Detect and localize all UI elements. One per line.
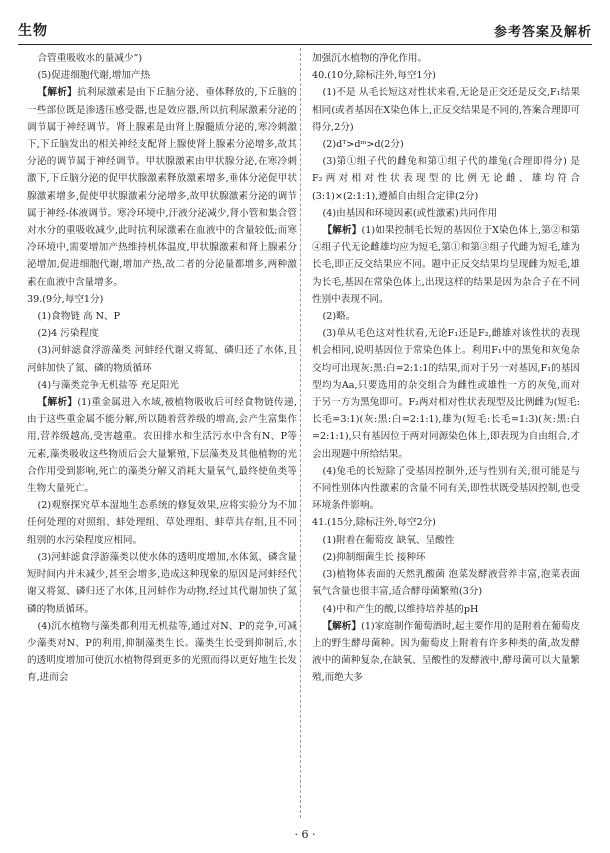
paragraph-text: 合管重吸收水的量减少”) xyxy=(37,53,143,64)
header-rule xyxy=(18,44,592,45)
paragraph-text: (5)促进细胞代谢,增加产热 xyxy=(37,70,151,82)
paragraph-text: (2)4 污染程度 xyxy=(37,328,99,340)
paragraph-text: (2)dᵀ>dᵐ>d(2分) xyxy=(322,139,404,151)
analysis-tag: 【解析】 xyxy=(37,397,78,409)
right-paragraph xyxy=(312,222,580,308)
paragraph-text: (2)略。 xyxy=(322,311,356,323)
right-paragraph xyxy=(312,549,580,566)
paragraph-text: (4)沉水植物与藻类都利用无机盐等,通过对N、P的竞争,可减少藻类对N、P的利用,抑制藻类生长。藻类生长受到抑制后,水的透明度增加可使沉水植物得到更多的光照而得以更好地生长发育,进而会 xyxy=(27,620,297,684)
left-paragraph xyxy=(27,549,297,618)
left-paragraph xyxy=(27,618,297,687)
right-column xyxy=(312,50,580,687)
paragraph-text: (4)中和产生的酸,以维持培养基的pH xyxy=(322,603,479,615)
paragraph-text: 39.(9分,每空1分) xyxy=(27,293,104,305)
paragraph-text: 40.(10分,除标注外,每空1分) xyxy=(312,70,436,82)
left-paragraph xyxy=(27,308,297,325)
paragraph-text: (1)不是 从毛长短这对性状来看,无论是正交还是反交,F₁结果相同(或者基因在X染色体上,正反交结果是不同的,答案合理即可得分,2分) xyxy=(312,87,580,133)
right-paragraph xyxy=(312,532,580,549)
paragraph-text: (1)家庭制作葡萄酒时,起主要作用的是附着在葡萄皮上的野生酵母菌种。因为葡萄皮上附着有许多种类的菌,故发酵液中的菌种复杂,在缺氧、呈酸性的发酵液中,酵母菌可以大量繁殖,而绝大多 xyxy=(312,620,581,684)
left-paragraph xyxy=(27,377,297,394)
paragraph-text: (2)观察探究草本湿地生态系统的修复效果,应将实验分为不加任何处理的对照组、蚌处理组、草处理组、蚌草共存组,且不同组别的水污染程度应相同。 xyxy=(27,500,297,546)
right-paragraph xyxy=(312,601,580,618)
page-header xyxy=(18,14,592,40)
subject-title: 生物 xyxy=(18,23,48,39)
right-paragraph xyxy=(312,67,580,84)
left-paragraph xyxy=(27,84,297,290)
left-paragraph xyxy=(27,394,297,497)
left-paragraph xyxy=(27,497,297,549)
right-paragraph xyxy=(312,84,580,136)
right-paragraph xyxy=(312,566,580,600)
paragraph-text: (1)附着在葡萄皮 缺氧、呈酸性 xyxy=(322,534,455,546)
analysis-tag: 【解析】 xyxy=(322,620,362,632)
page-number: · 6 · xyxy=(294,828,316,841)
paragraph-text: 41.(15分,除标注外,每空2分) xyxy=(312,517,436,529)
section-title: 参考答案及解析 xyxy=(493,25,592,40)
paragraph-text: (3)单从毛色这对性状看,无论F₁还是F₂,雌雄对该性状的表现机会相同,说明基因位于常染色体上。利用F₁中的黑兔和灰兔杂交均可出现灰:黑:白=2:1:1的结果,而对于另一对基因,F₁的基因型均为Aa,只要选用的杂交组合为雌性或雄性一方的灰兔,而对于另一方为黑兔即可。F₂两对相对性状表现型及比例雌为(短毛:长毛=3:1)(灰:黑:白=2:1:1),雄为(短毛:长毛=1:3)(灰:黑:白=2:1:1),只有基因位于两对同源染色体上,即表现为自由组合,才会出现题中所给结果。 xyxy=(312,328,580,460)
paragraph-text: 加强沉水植物的净化作用。 xyxy=(312,53,428,64)
left-paragraph xyxy=(27,325,297,342)
column-divider xyxy=(300,48,301,818)
paragraph-text: (4)兔毛的长短除了受基因控制外,还与性别有关,很可能是与不同性别体内性激素的含量不同有关,即性状既受基因控制,也受环境条件影响。 xyxy=(312,465,580,512)
right-paragraph xyxy=(312,463,580,515)
paragraph-text: (1)食物链 高 N、P xyxy=(37,311,121,323)
right-paragraph xyxy=(312,325,580,463)
analysis-tag: 【解析】 xyxy=(37,87,77,99)
paragraph-text: (3)河蚌滤食浮游藻类 河蚌经代谢又将氮、磷归还了水体,且河蚌加快了氮、磷的物质循环 xyxy=(27,345,297,374)
paragraph-text: (4)与藻类竞争无机盐等 充足阳光 xyxy=(37,379,179,391)
paragraph-text: (1)重金属进入水域,被植物吸收后可经食物链传递,由于这些重金属不能分解,所以随着营养级的增高,会产生富集作用,营养级越高,受害越重。农田排水和生活污水中含有N、P等元素,藻类吸收这些物质后会大量繁殖,下层藻类及其他植物的光合作用受到影响,死亡的藻类分解又消耗大量氧气,最终使鱼类等生物大量死亡。 xyxy=(27,397,297,495)
paragraph-text: (2)抑制细菌生长 接种环 xyxy=(322,551,426,563)
paragraph-text: (3)第①组子代的雌兔和第①组子代的雄兔(合理即得分) 是 F₂两对相对性状表现型的比例无论雌、雄均符合(3:1)×(2:1:1),遵循自由组合定律(2分) xyxy=(312,156,580,202)
paragraph-text: (3)河蚌滤食浮游藻类以使水体的透明度增加,水体氮、磷含量短时间内并未减少,甚至会增多,造成这种现象的原因是河蚌经代谢又将氮、磷归还了水体,且河蚌作为动物,经过其代谢加快了氮磷的物质循环。 xyxy=(27,551,297,615)
paragraph-text: (4)由基因和环境因素(或性激素)共同作用 xyxy=(322,207,498,219)
right-paragraph xyxy=(312,514,580,531)
left-paragraph xyxy=(27,67,297,84)
right-paragraph xyxy=(312,205,580,222)
right-paragraph xyxy=(312,50,580,67)
left-paragraph xyxy=(27,50,297,67)
paragraph-text: (1)如果控制毛长短的基因位于X染色体上,第②和第④组子代无论雌雄均应为短毛,第①和第③组子代雌为短毛,雄为长毛,即正反交结果应不同。题中正反交结果均呈现雌为短毛,雄为长毛,基因在常染色体上,出现这样的结果是因为杂合子在不同性别中表现不同。 xyxy=(312,225,581,305)
paragraph-text: (3)植物体表面的天然乳酸菌 泡菜发酵液营养丰富,泡菜表面氧气含量也很丰富,适合酵母菌繁殖(3分) xyxy=(312,569,580,598)
right-paragraph xyxy=(312,618,580,687)
left-paragraph xyxy=(27,291,297,308)
analysis-tag: 【解析】 xyxy=(322,225,362,237)
paragraph-text: 抗利尿激素是由下丘脑分泌、垂体释放的,下丘脑的一些部位既是渗透压感受器,也是效应器,所以抗利尿激素分泌的调节属于神经调节。肾上腺素是由肾上腺髓质分泌的,寒冷刺激下,下丘脑发出的相关神经支配肾上腺使肾上腺素分泌增多,故其分泌的调节属于神经调节。甲状腺激素由甲状腺分泌,在寒冷刺激下,下丘脑分泌的促甲状腺激素释放激素增多,垂体分泌促甲状腺激素增多,促使甲状腺激素分泌增多,故甲状腺激素分泌的调节属于神经-体液调节。寒冷环境中,汗液分泌减少,肾小管和集合管对水分的重吸收减少,此时抗利尿激素在血液中的含量较低;而寒冷环境中,需要增加产热维持机体温度,甲状腺激素和肾上腺素分泌增加,促进细胞代谢,增加产热,故二者的分泌量都增多,两种激素在血液中含量增多。 xyxy=(27,87,297,288)
left-paragraph xyxy=(27,342,297,376)
right-paragraph xyxy=(312,153,580,205)
right-paragraph xyxy=(312,308,580,325)
right-paragraph xyxy=(312,136,580,153)
left-column xyxy=(27,50,297,687)
